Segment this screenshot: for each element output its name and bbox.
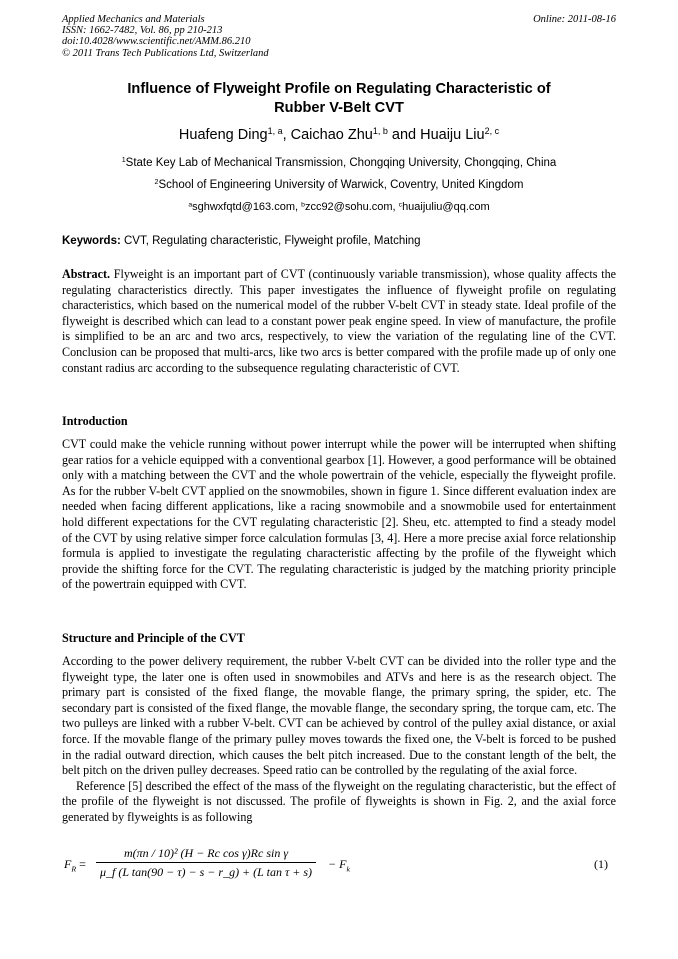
author-sup: 2, c <box>484 126 500 137</box>
author-sup: 1, a <box>267 126 283 137</box>
title-line-1: Influence of Flyweight Profile on Regulating Characteristic of <box>127 81 551 97</box>
equation-lhs <box>64 857 86 873</box>
email-separator: , <box>295 201 302 213</box>
equation-numerator: m(πn / 10)² (H − Rc cos γ)Rc sin γ <box>96 844 316 863</box>
journal-header <box>62 14 269 59</box>
email-sup: a <box>188 201 193 209</box>
equation-fraction <box>96 844 316 881</box>
journal-name: Applied Mechanics and Materials <box>62 14 205 25</box>
copyright-line: © 2011 Trans Tech Publications Ltd, Switzerland <box>62 47 269 59</box>
keywords <box>62 234 421 248</box>
structure-paragraph-2: Reference [5] described the effect of the mass of the flyweight on the regulating characteristic, but the effect of the profile of the flyweight is not discussed. The profile of flyweights is shown in Fig. 2, and the axial force generated by flyweights is as following <box>62 778 616 824</box>
equation-equals: = <box>76 857 86 871</box>
equation-rhs <box>328 857 350 873</box>
title-line-2: Rubber V-Belt CVT <box>274 100 404 116</box>
equation-rhs-subscript: k <box>346 864 350 874</box>
affiliation-sup: 1 <box>121 156 126 165</box>
email-sup: c <box>398 201 403 209</box>
author-sup: 1, b <box>372 126 388 137</box>
affiliation-2 <box>62 178 616 192</box>
equation-number: (1) <box>594 857 608 871</box>
author-separator: , <box>282 127 291 143</box>
email-link[interactable]: huaijuliu@qq.com <box>402 201 490 213</box>
abstract <box>62 267 616 376</box>
equation-lhs-symbol: F <box>64 857 72 871</box>
affiliation-1 <box>62 156 616 170</box>
author-name: Huaiju Liu <box>420 127 485 143</box>
keywords-text: CVT, Regulating characteristic, Flyweight profile, Matching <box>120 235 421 247</box>
paper-title <box>62 80 616 118</box>
doi-line[interactable]: doi:10.4028/www.scientific.net/AMM.86.210 <box>62 36 251 48</box>
affiliation-text: State Key Lab of Mechanical Transmission, Chongqing University, Chongqing, China <box>125 157 557 169</box>
email-link[interactable]: sghwxfqtd@163.com <box>192 201 296 213</box>
equation-denominator: μ_f (L tan(90 − τ) − s − r_g) + (L tan τ + s) <box>100 865 313 879</box>
author-name: Huafeng Ding <box>178 127 268 143</box>
structure-section-body <box>62 654 616 826</box>
equation-rhs-symbol: − F <box>328 857 347 871</box>
author-separator: and <box>387 127 421 143</box>
abstract-label: Abstract. <box>62 267 111 281</box>
section-heading-introduction: Introduction <box>62 414 128 428</box>
affiliation-sup: 2 <box>154 178 159 187</box>
email-link[interactable]: zcc92@sohu.com <box>304 201 393 213</box>
equation-1 <box>62 844 616 888</box>
equation-lhs-subscript: R <box>71 864 77 874</box>
email-list <box>62 200 616 214</box>
author-list <box>62 126 616 144</box>
section-heading-structure: Structure and Principle of the CVT <box>62 631 245 645</box>
email-sup: b <box>301 201 305 209</box>
affiliation-text: School of Engineering University of Warwick, Coventry, United Kingdom <box>158 179 524 191</box>
issn-line: ISSN: 1662-7482, Vol. 86, pp 210-213 <box>62 25 223 37</box>
introduction-paragraph: CVT could make the vehicle running without power interrupt while the power will be interrupted when shifting gear ratios for a vehicle equipped with a conventional gearbox [1]. However, a good performance will be obtained only with a matching between the CVT and the whole powertrain of the vehicle, especially the flyweight profile. As for the rubber V-belt CVT applied on the snowmobiles, shown in figure 1. Since different evaluation index are needed when facing different applications, like a racing snowmobile and a snowmobile used for entertainment hold different expectations for the CVT regulating characteristic [2]. Sheu, etc. attempted to find a steady model of the CVT by using relative simper force calculation formulas [3, 4]. Here a more precise axial force relationship formula is applied to investigate the regulating characteristic affecting by the profile of the flyweight which provide the shifting force for the CVT. The regulating characteristic is judged by the matching priority principle of the powertrain equipped with CVT. <box>62 437 616 592</box>
online-date: Online: 2011-08-16 <box>533 14 616 25</box>
structure-paragraph-1: According to the power delivery requirement, the rubber V-belt CVT can be divided into the roller type and the flyweight type, the later one is often used in snowmobiles and ATVs and here is as the research object. The primary part is consisted of the fixed flange, the movable flange, the primary spring, the spider, etc. The secondary part is consisted of the fixed flange, the movable flange, the secondary spring, the torque cam, etc. The two pulleys are linked with a rubber V-belt. CVT can be achieved by control of the pulley axial distance, or axial force. If the movable flange of the primary pulley moves towards the fixed one, the V-belt is forced to be pushed in the radial outward direction, which causes the belt pitch increased. Due to the constant length of the belt, the belt pitch on the driven pulley decreases. Speed ratio can be controlled by the regulating of the axial force. <box>62 654 616 778</box>
keywords-label: Keywords: <box>62 235 121 247</box>
email-separator: , <box>392 201 399 213</box>
author-name: Caichao Zhu <box>290 127 373 143</box>
abstract-text: Flyweight is an important part of CVT (continuously variable transmission), whose quality affects the regulating characteristics directly. This paper investigates the influence of flyweight profile on regulating characteristics, which based on the numerical model of the rubber V-belt CVT in steady state. Ideal profile of the flyweight is described which can lead to a constant power peak engine speed. In view of manufacture, the profile is simplified to be an arc and two arcs, respectively, to view the variation of the regulating line of the CVT. Conclusion can be proposed that multi-arcs, like two arcs is better compared with the profile made up of only one constant radius arc according to the subsequence regulating characteristic of CVT. <box>62 267 616 375</box>
